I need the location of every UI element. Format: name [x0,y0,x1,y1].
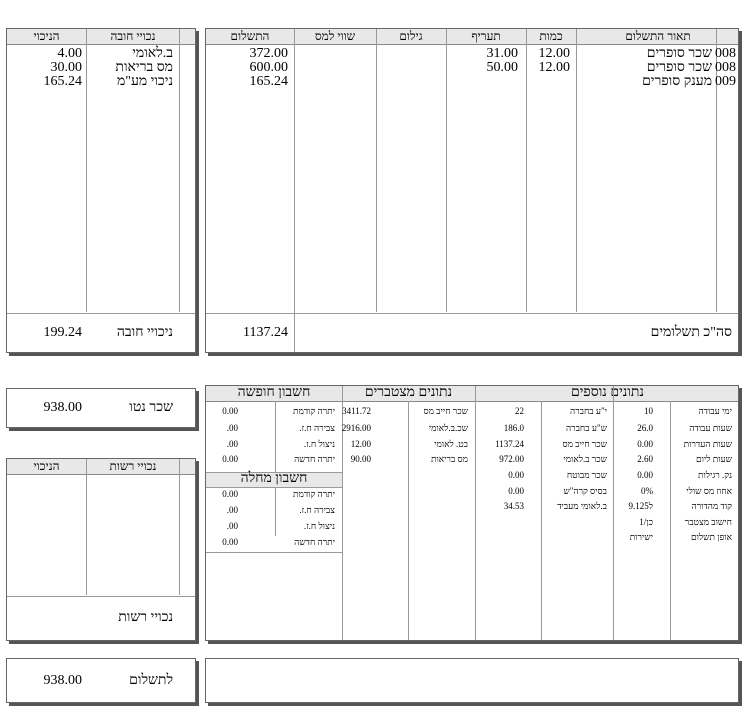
extra1-label-4: שעות ליום [696,454,732,464]
extra1-label-7: קוד מהדורה [691,501,732,511]
extra1-value-1: 10 [644,406,653,416]
deduction-amount-1: 4.00 [57,46,82,61]
cumulative-header: נתונים מצטברים [364,385,453,400]
deduction-amount-2: 30.00 [50,60,82,75]
sick-label-2: צבירה ח.ז. [299,505,335,515]
payment-rate-1: 31.00 [486,46,518,61]
vacation-value-1: 0.00 [222,406,238,416]
payment-code-1: 008 [715,46,736,61]
payout-box [6,658,196,703]
mandatory-deductions-box [6,28,196,353]
payment-amount-1: 372.00 [249,46,288,61]
payment-desc-1: שכר סופרים [646,46,712,61]
extra2-label-7: ב.לאומי מעביד [557,501,607,511]
permitted-footer-label: נכויי רשות [118,610,173,625]
deduction-name-3: ניכוי מע"מ [116,74,173,89]
cumulative-value-3: 12.00 [350,439,371,449]
extra1-label-8: חישוב מצטבר [684,517,732,527]
extra2-value-6: 0.00 [508,486,524,496]
payments-total: 1137.24 [243,325,288,340]
vacation-label-1: יתרה קודמת [293,406,335,416]
extra1-value-5: 0.00 [637,470,653,480]
extra2-value-1: 22 [515,406,524,416]
net-pay-value: 938.00 [43,400,82,415]
extra2-value-5: 0.00 [508,470,524,480]
vacation-label-2: צבירה ח.ז. [299,423,335,433]
sick-value-4: 0.00 [222,537,238,547]
payment-desc-3: מענק סופרים [642,74,712,89]
deductions-total: 199.24 [43,325,82,340]
extra1-label-9: אופן תשלום [691,532,732,542]
extra2-label-1: י"ע בחברה [570,406,607,416]
extra1-value-3: 0.00 [637,439,653,449]
extra2-value-3: 1137.24 [495,439,524,449]
cumulative-label-2: שכ.ב.לאומי [428,423,468,433]
vacation-header: חשבון חופשה [237,385,311,400]
payments-header-payment: התשלום [230,29,270,43]
extra1-label-5: נק. רגילות [698,470,732,480]
payment-code-2: 008 [715,60,736,75]
deduction-name-1: ב.לאומי [132,46,173,61]
payment-amount-3: 165.24 [249,74,288,89]
vacation-value-2: .00 [226,423,238,433]
sick-label-1: יתרה קודמת [293,489,335,499]
sick-value-2: .00 [226,505,238,515]
extra2-value-2: 186.0 [503,423,524,433]
permitted-header-name: נכויי רשות [109,459,157,473]
extra-header: נתונים נוספים [571,385,644,400]
vacation-value-4: 0.00 [222,454,238,464]
extra1-value-2: 26.0 [637,423,653,433]
deduction-name-2: מס בריאות [115,60,173,75]
payment-desc-2: שכר סופרים [646,60,712,75]
extra1-value-9: ישירות [629,532,653,542]
net-pay-box [6,388,196,428]
payment-qty-2: 12.00 [538,60,570,75]
extra1-label-3: שעות העדרות [683,439,732,449]
cumulative-value-2: 2916.00 [341,423,371,433]
extra2-label-5: שכר מבוטח [566,470,607,480]
extra1-value-6: 0% [641,486,653,496]
payment-amount-2: 600.00 [249,60,288,75]
extra1-label-6: אחוז מס שולי [686,486,732,496]
permitted-header-amount: הניכוי [33,459,60,473]
payment-code-3: 009 [715,74,736,89]
extra1-label-2: שעות עבודה [689,423,732,433]
sick-header: חשבון מחלה [240,471,308,486]
permitted-deductions-box [6,458,196,641]
payment-qty-1: 12.00 [538,46,570,61]
vacation-value-3: .00 [226,439,238,449]
sick-value-3: .00 [226,521,238,531]
cumulative-label-3: בט. לאומי [434,439,468,449]
payment-rate-2: 50.00 [486,60,518,75]
net-pay-label: שכר נטו [129,400,173,415]
additional-data-box [205,385,739,641]
extra1-value-8: כן/1 [639,517,653,527]
sick-label-3: ניצול ח.ז. [303,521,335,531]
cumulative-value-4: 90.00 [350,454,371,464]
sick-label-4: יתרה חדשה [294,537,335,547]
extra1-label-1: ימי עבודה [698,406,732,416]
payout-value: 938.00 [43,673,82,688]
cumulative-value-1: 3411.72 [342,406,371,416]
notes-box [205,658,739,703]
payments-header-rate: תעריף [471,29,501,43]
extra1-value-7: 9.125ל [628,501,653,511]
extra2-label-2: ש"ע בחברה [566,423,607,433]
extra2-label-3: שכר חייב מס [562,439,607,449]
payments-header-qty: כמות [539,29,563,43]
vacation-label-3: ניצול ח.ז. [303,439,335,449]
payments-header-tax-value: שווי למס [314,29,356,43]
extra2-value-4: 972.00 [499,454,524,464]
extra2-value-7: 34.53 [503,501,524,511]
deduction-amount-3: 165.24 [43,74,82,89]
extra2-label-6: בסיס קרה"ש [563,486,607,496]
extra1-value-4: 2.60 [637,454,653,464]
deductions-total-label: ניכויי חובה [116,325,173,340]
payments-total-label: סה"כ תשלומים [650,325,732,340]
payments-header-gilum: גילום [399,29,423,43]
deductions-header-name: נכויי חובה [110,29,156,43]
cumulative-label-4: מס בריאות [430,454,468,464]
cumulative-label-1: שכר חייב מס [423,406,468,416]
extra2-label-4: שכר ב.לאומי [563,454,607,464]
vacation-label-4: יתרה חדשה [294,454,335,464]
payments-box [205,28,739,353]
payout-label: לתשלום [129,673,173,688]
payments-header-desc: תאור התשלום [625,29,691,43]
deductions-header-amount: הניכוי [33,29,60,43]
sick-value-1: 0.00 [222,489,238,499]
